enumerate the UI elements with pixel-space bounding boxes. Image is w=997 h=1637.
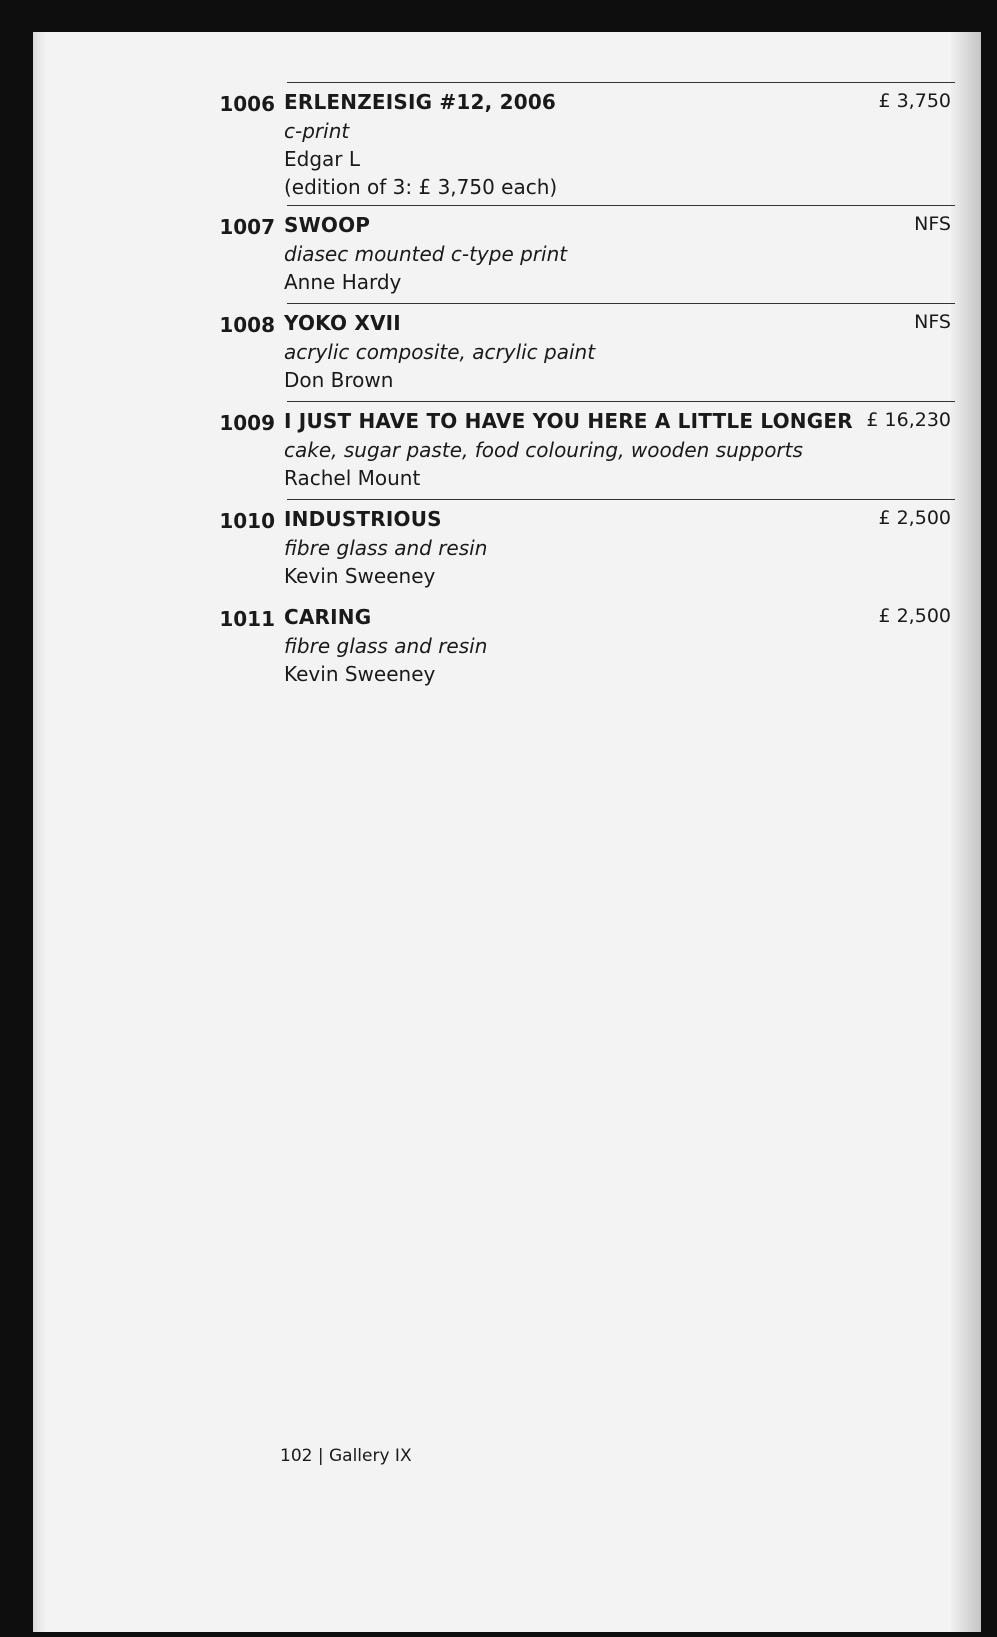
page-footer: 102 | Gallery IX xyxy=(280,1446,412,1466)
lot-artist: Kevin Sweeney xyxy=(284,564,436,588)
lot-artist: Kevin Sweeney xyxy=(284,662,436,686)
lot-medium: diasec mounted c-type print xyxy=(284,242,568,266)
lot-number: 1011 xyxy=(219,607,275,631)
lot-number: 1006 xyxy=(219,92,275,116)
lot-medium: fibre glass and resin xyxy=(284,536,488,560)
lot-title: CARING xyxy=(284,605,372,629)
lot-number: 1009 xyxy=(219,411,275,435)
lot-price: NFS xyxy=(914,311,951,333)
entry-divider xyxy=(287,82,955,83)
lot-price: £ 3,750 xyxy=(878,90,951,112)
lot-medium: fibre glass and resin xyxy=(284,634,488,658)
lot-artist: Don Brown xyxy=(284,368,394,392)
entry-divider xyxy=(287,499,955,500)
page-edge xyxy=(33,32,47,1632)
lot-artist: Edgar L xyxy=(284,147,361,171)
lot-title: ERLENZEISIG #12, 2006 xyxy=(284,90,557,114)
page-gutter-shadow xyxy=(951,32,981,1632)
lot-artist: Rachel Mount xyxy=(284,466,421,490)
entry-divider xyxy=(287,205,955,206)
catalogue-page xyxy=(33,32,981,1632)
entry-divider xyxy=(287,303,955,304)
lot-number: 1010 xyxy=(219,509,275,533)
lot-artist: Anne Hardy xyxy=(284,270,402,294)
lot-price: £ 2,500 xyxy=(878,605,951,627)
entry-divider xyxy=(287,401,955,402)
lot-medium: cake, sugar paste, food colouring, wooden supports xyxy=(284,438,803,462)
lot-title: YOKO XVII xyxy=(284,311,401,335)
lot-number: 1008 xyxy=(219,313,275,337)
lot-price: £ 2,500 xyxy=(878,507,951,529)
lot-title: SWOOP xyxy=(284,213,371,237)
lot-medium: acrylic composite, acrylic paint xyxy=(284,340,596,364)
lot-title: I JUST HAVE TO HAVE YOU HERE A LITTLE LONGER xyxy=(284,409,853,433)
lot-title: INDUSTRIOUS xyxy=(284,507,442,531)
lot-price: £ 16,230 xyxy=(866,409,951,431)
lot-price: NFS xyxy=(914,213,951,235)
lot-medium: c-print xyxy=(284,119,350,143)
lot-edition-note: (edition of 3: £ 3,750 each) xyxy=(284,175,558,199)
lot-number: 1007 xyxy=(219,215,275,239)
